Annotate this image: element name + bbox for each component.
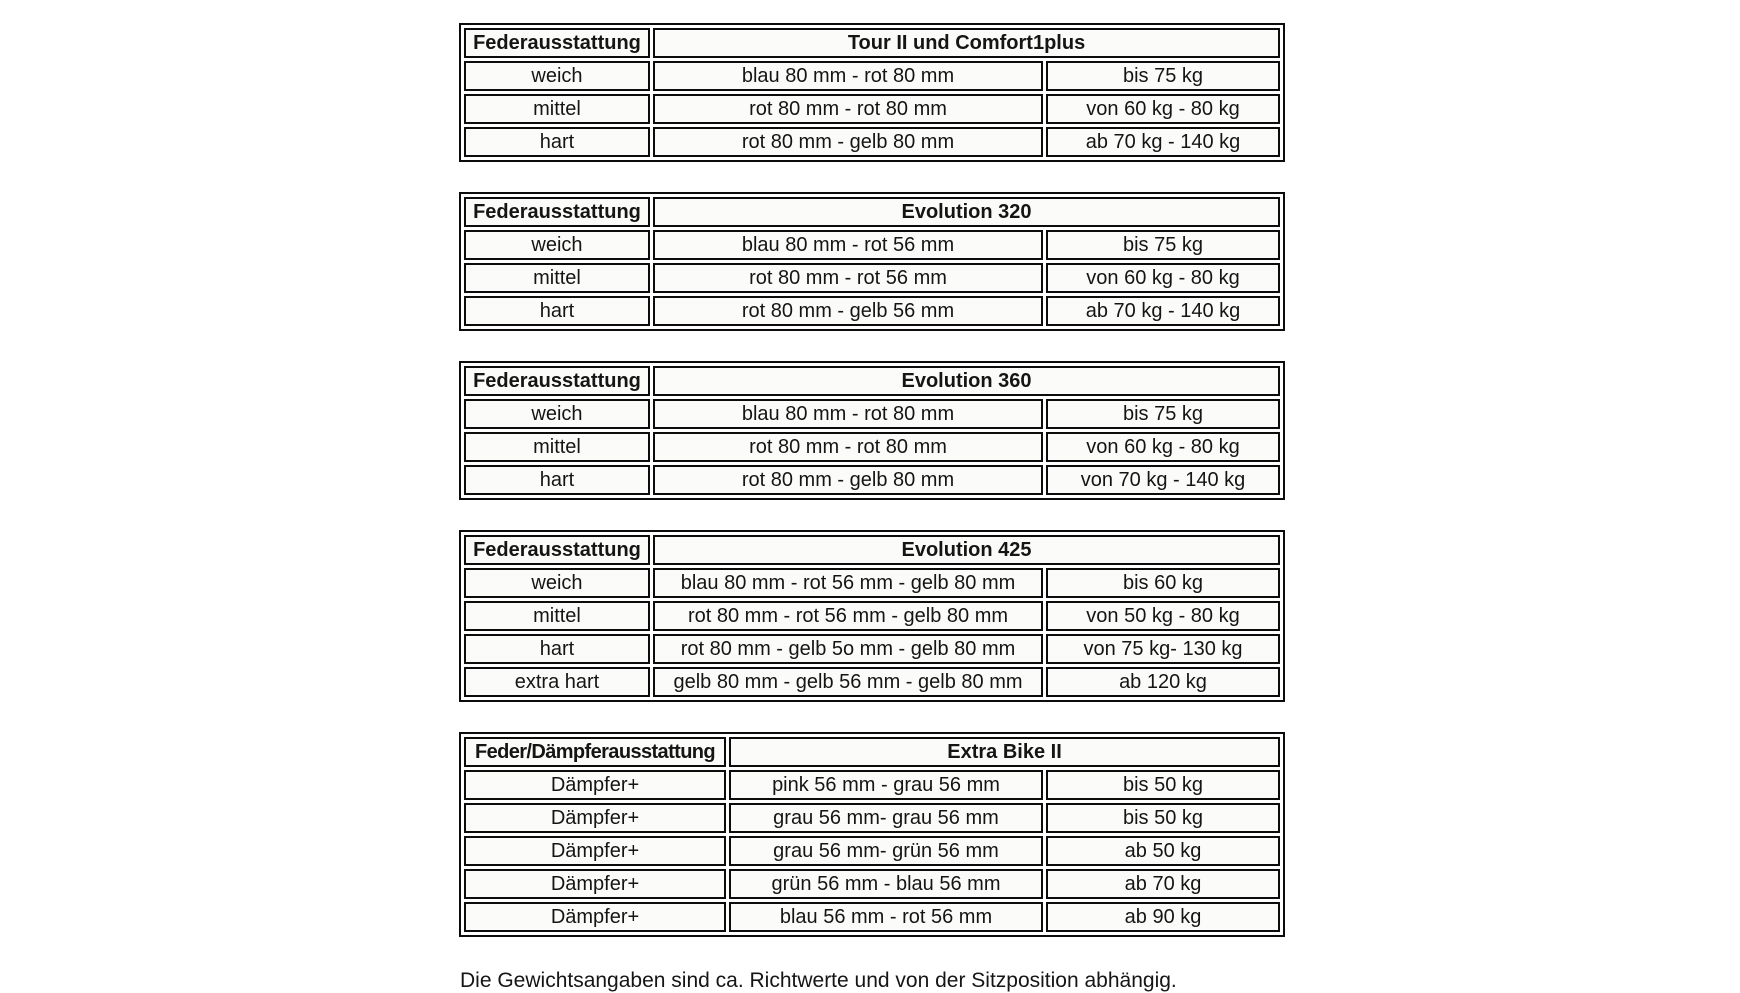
table-title: Evolution 320 — [653, 197, 1280, 227]
table-title: Evolution 425 — [653, 535, 1280, 565]
table-header-label: Federausstattung — [464, 535, 650, 565]
table-row — [464, 94, 1280, 124]
row-springs-cell: blau 80 mm - rot 80 mm — [653, 61, 1043, 91]
row-weight-cell: ab 90 kg — [1046, 902, 1280, 932]
row-springs-cell: rot 80 mm - gelb 80 mm — [653, 465, 1043, 495]
table-header-row — [464, 737, 1280, 767]
row-springs-cell: grün 56 mm - blau 56 mm — [729, 869, 1043, 899]
table-row — [464, 667, 1280, 697]
row-level-cell: Dämpfer+ — [464, 869, 726, 899]
row-level-cell: weich — [464, 61, 650, 91]
table-title: Tour II und Comfort1plus — [653, 28, 1280, 58]
row-springs-cell: rot 80 mm - rot 80 mm — [653, 94, 1043, 124]
table-row — [464, 601, 1280, 631]
row-weight-cell: von 75 kg- 130 kg — [1046, 634, 1280, 664]
spec-table-evolution-425 — [459, 530, 1285, 702]
row-level-cell: weich — [464, 399, 650, 429]
row-springs-cell: grau 56 mm- grün 56 mm — [729, 836, 1043, 866]
table-row — [464, 902, 1280, 932]
row-level-cell: extra hart — [464, 667, 650, 697]
row-weight-cell: bis 75 kg — [1046, 399, 1280, 429]
table-header-label: Feder/Dämpferausstattung — [464, 737, 726, 767]
row-springs-cell: rot 80 mm - rot 56 mm - gelb 80 mm — [653, 601, 1043, 631]
table-header-label: Federausstattung — [464, 197, 650, 227]
row-springs-cell: rot 80 mm - rot 56 mm — [653, 263, 1043, 293]
row-weight-cell: bis 50 kg — [1046, 770, 1280, 800]
table-row — [464, 465, 1280, 495]
spec-table-extra-bike-ii — [459, 732, 1285, 937]
table-row — [464, 869, 1280, 899]
table-header-row — [464, 366, 1280, 396]
row-springs-cell: rot 80 mm - rot 80 mm — [653, 432, 1043, 462]
row-level-cell: hart — [464, 634, 650, 664]
row-springs-cell: rot 80 mm - gelb 80 mm — [653, 127, 1043, 157]
row-weight-cell: bis 60 kg — [1046, 568, 1280, 598]
row-level-cell: Dämpfer+ — [464, 836, 726, 866]
row-level-cell: Dämpfer+ — [464, 770, 726, 800]
row-springs-cell: blau 80 mm - rot 80 mm — [653, 399, 1043, 429]
table-row — [464, 634, 1280, 664]
table-row — [464, 399, 1280, 429]
row-weight-cell: von 60 kg - 80 kg — [1046, 94, 1280, 124]
row-weight-cell: ab 70 kg - 140 kg — [1046, 296, 1280, 326]
row-level-cell: weich — [464, 230, 650, 260]
row-weight-cell: ab 70 kg — [1046, 869, 1280, 899]
row-springs-cell: gelb 80 mm - gelb 56 mm - gelb 80 mm — [653, 667, 1043, 697]
table-header-label: Federausstattung — [464, 366, 650, 396]
table-row — [464, 127, 1280, 157]
content-area — [459, 0, 1281, 993]
table-row — [464, 803, 1280, 833]
table-row — [464, 836, 1280, 866]
row-weight-cell: von 60 kg - 80 kg — [1046, 432, 1280, 462]
table-row — [464, 568, 1280, 598]
table-row — [464, 432, 1280, 462]
table-header-label: Federausstattung — [464, 28, 650, 58]
row-springs-cell: blau 80 mm - rot 56 mm — [653, 230, 1043, 260]
row-level-cell: mittel — [464, 263, 650, 293]
weight-disclaimer-note: Die Gewichtsangaben sind ca. Richtwerte und von der Sitzposition abhängig. — [460, 969, 1177, 992]
row-springs-cell: rot 80 mm - gelb 56 mm — [653, 296, 1043, 326]
table-header-row — [464, 535, 1280, 565]
row-level-cell: Dämpfer+ — [464, 803, 726, 833]
row-level-cell: weich — [464, 568, 650, 598]
row-weight-cell: bis 50 kg — [1046, 803, 1280, 833]
spec-table-evolution-320 — [459, 192, 1285, 331]
row-level-cell: hart — [464, 296, 650, 326]
table-row — [464, 263, 1280, 293]
table-title: Extra Bike II — [729, 737, 1280, 767]
table-title: Evolution 360 — [653, 366, 1280, 396]
row-weight-cell: von 50 kg - 80 kg — [1046, 601, 1280, 631]
row-weight-cell: ab 50 kg — [1046, 836, 1280, 866]
row-level-cell: hart — [464, 465, 650, 495]
table-row — [464, 61, 1280, 91]
table-row — [464, 230, 1280, 260]
row-weight-cell: von 60 kg - 80 kg — [1046, 263, 1280, 293]
row-weight-cell: ab 70 kg - 140 kg — [1046, 127, 1280, 157]
table-header-row — [464, 197, 1280, 227]
row-level-cell: Dämpfer+ — [464, 902, 726, 932]
row-springs-cell: grau 56 mm- grau 56 mm — [729, 803, 1043, 833]
table-row — [464, 770, 1280, 800]
table-header-row — [464, 28, 1280, 58]
row-level-cell: mittel — [464, 94, 650, 124]
table-row — [464, 296, 1280, 326]
row-springs-cell: rot 80 mm - gelb 5o mm - gelb 80 mm — [653, 634, 1043, 664]
row-weight-cell: ab 120 kg — [1046, 667, 1280, 697]
row-level-cell: hart — [464, 127, 650, 157]
spec-table-evolution-360 — [459, 361, 1285, 500]
row-weight-cell: bis 75 kg — [1046, 230, 1280, 260]
row-springs-cell: pink 56 mm - grau 56 mm — [729, 770, 1043, 800]
row-level-cell: mittel — [464, 601, 650, 631]
row-springs-cell: blau 56 mm - rot 56 mm — [729, 902, 1043, 932]
row-springs-cell: blau 80 mm - rot 56 mm - gelb 80 mm — [653, 568, 1043, 598]
spec-table-tour-ii-comfort1plus — [459, 23, 1285, 162]
row-weight-cell: bis 75 kg — [1046, 61, 1280, 91]
row-weight-cell: von 70 kg - 140 kg — [1046, 465, 1280, 495]
row-level-cell: mittel — [464, 432, 650, 462]
